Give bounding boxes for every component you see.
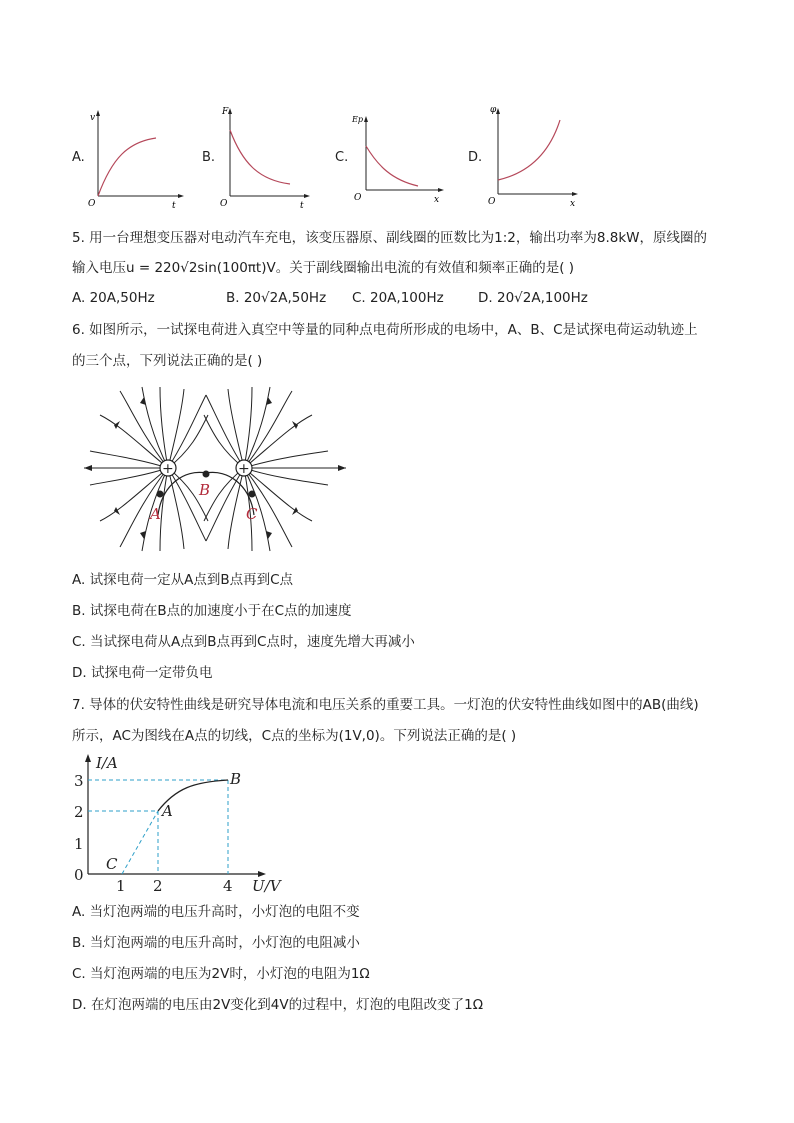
point-b-dot bbox=[203, 471, 210, 478]
q7-option-d: D. 在灯泡两端的电压由2V变化到4V的过程中，灯泡的电阻改变了1Ω bbox=[72, 997, 484, 1013]
q6-line2: 的三个点，下列说法正确的是( ) bbox=[72, 353, 263, 369]
xtick-1: 1 bbox=[116, 877, 126, 894]
ytick-1: 1 bbox=[74, 835, 84, 853]
q7-line1: 7. 导体的伏安特性曲线是研究导体电流和电压关系的重要工具。一灯泡的伏安特性曲线如图中的AB(曲线) bbox=[72, 697, 699, 713]
option-a-origin: O bbox=[88, 199, 96, 208]
ytick-0: 0 bbox=[74, 866, 84, 884]
point-c-label: C bbox=[246, 505, 258, 523]
ytick-2: 2 bbox=[74, 803, 84, 821]
option-d-graph bbox=[482, 102, 582, 208]
ytick-3: 3 bbox=[74, 772, 84, 790]
option-c-ylabel: Ep bbox=[352, 115, 363, 124]
q5-option-a: A. 20A,50Hz bbox=[72, 290, 155, 306]
option-c-xlabel: x bbox=[434, 195, 440, 205]
y-axis-label: I/A bbox=[96, 754, 118, 772]
option-b-curve bbox=[230, 130, 290, 184]
point-b-label: B bbox=[199, 481, 211, 499]
option-c-curve bbox=[366, 146, 418, 186]
electric-field-figure bbox=[80, 385, 350, 555]
option-b-letter: B. bbox=[202, 150, 216, 165]
q7-option-a: A. 当灯泡两端的电压升高时，小灯泡的电阻不变 bbox=[72, 904, 360, 920]
option-d-xlabel: x bbox=[570, 199, 576, 208]
q6-option-d: D. 试探电荷一定带负电 bbox=[72, 665, 213, 681]
left-charge-sign: + bbox=[162, 461, 174, 477]
option-a-graph bbox=[86, 108, 186, 208]
q7-option-b: B. 当灯泡两端的电压升高时，小灯泡的电阻减小 bbox=[72, 935, 360, 951]
q7-line2: 所示，AC为图线在A点的切线，C点的坐标为(1V,0)。下列说法正确的是( ) bbox=[72, 728, 517, 744]
option-d-letter: D. bbox=[468, 150, 483, 165]
option-b-ylabel: F bbox=[222, 107, 229, 117]
q5-option-c: C. 20A,100Hz bbox=[352, 290, 444, 306]
option-b-xlabel: t bbox=[300, 201, 304, 208]
point-c-label: C bbox=[106, 855, 118, 873]
option-a-curve bbox=[98, 138, 156, 196]
option-b-graph bbox=[218, 102, 318, 208]
option-a-ylabel: v bbox=[90, 113, 96, 123]
point-a-dot bbox=[157, 491, 164, 498]
xtick-4: 4 bbox=[223, 877, 233, 894]
q5-line2: 输入电压u = 220√2sin(100πt)V。关于副线圈输出电流的有效值和频率正确的是( ) bbox=[72, 260, 575, 276]
q5-line1: 5. 用一台理想变压器对电动汽车充电，该变压器原、副线圈的匝数比为1:2，输出功率为8.8kW，原线圈的 bbox=[72, 230, 708, 246]
q4-options bbox=[0, 100, 794, 210]
point-c-dot bbox=[249, 491, 256, 498]
option-d-ylabel: φ bbox=[490, 105, 497, 115]
point-a-label: A bbox=[150, 505, 161, 523]
q7-option-c: C. 当灯泡两端的电压为2V时，小灯泡的电阻为1Ω bbox=[72, 966, 370, 982]
option-a-xlabel: t bbox=[172, 201, 176, 208]
option-c-graph bbox=[348, 110, 448, 206]
q5-option-d: D. 20√2A,100Hz bbox=[478, 290, 588, 306]
right-charge-sign: + bbox=[238, 461, 250, 477]
option-d-origin: O bbox=[488, 197, 496, 207]
option-c-origin: O bbox=[354, 193, 362, 203]
option-a-letter: A. bbox=[72, 150, 85, 165]
option-d-curve bbox=[498, 120, 560, 180]
point-a-label: A bbox=[162, 802, 173, 820]
q6-option-b: B. 试探电荷在B点的加速度小于在C点的加速度 bbox=[72, 603, 352, 619]
option-b-origin: O bbox=[220, 199, 228, 208]
q6-option-a: A. 试探电荷一定从A点到B点再到C点 bbox=[72, 572, 294, 588]
x-axis-label: U/V bbox=[252, 877, 281, 894]
xtick-2: 2 bbox=[153, 877, 163, 894]
iv-graph bbox=[66, 752, 296, 894]
tangent-ac bbox=[122, 811, 158, 874]
q6-line1: 6. 如图所示，一试探电荷进入真空中等量的同种点电荷所形成的电场中，A、B、C是试探电荷运动轨迹上 bbox=[72, 322, 698, 338]
option-c-letter: C. bbox=[335, 150, 349, 165]
q6-option-c: C. 当试探电荷从A点到B点再到C点时，速度先增大再减小 bbox=[72, 634, 415, 650]
q5-option-b: B. 20√2A,50Hz bbox=[226, 290, 327, 306]
point-b-label: B bbox=[230, 770, 242, 788]
